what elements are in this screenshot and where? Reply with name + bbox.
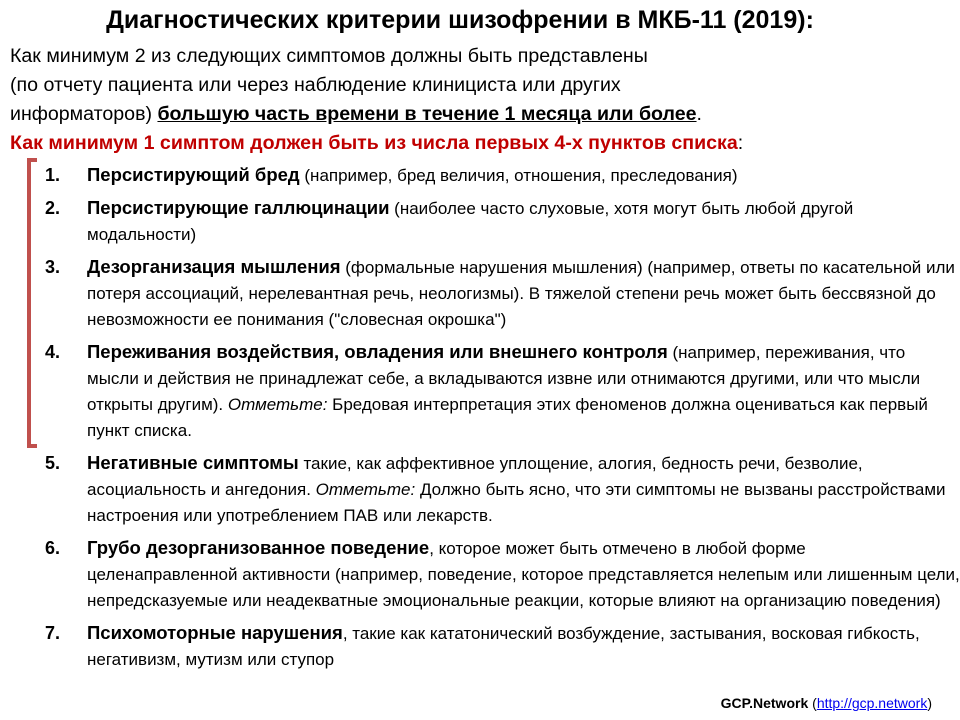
criterion-number: 7. bbox=[45, 623, 61, 643]
intro-line-3 bbox=[10, 100, 950, 129]
criterion-number: 6. bbox=[45, 538, 61, 558]
first-four-bracket bbox=[27, 158, 37, 448]
criterion-body bbox=[87, 162, 960, 189]
criterion-7 bbox=[45, 620, 960, 673]
criterion-heading: Негативные симптомы bbox=[87, 452, 299, 473]
criterion-heading: Дезорганизация мышления bbox=[87, 256, 341, 277]
criterion-text: (например, переживания, что мысли и действия не принадлежат себе, а вкладываются извне или отнимаются другими, или что мысли открыты другим). bbox=[87, 343, 921, 414]
criterion-3 bbox=[45, 254, 960, 333]
criterion-body bbox=[87, 195, 960, 248]
criterion-note-text: Должно быть ясно, что эти симптомы не вызваны расстройствами настроения или употреблением ПАВ или лекарств. bbox=[87, 480, 946, 525]
criterion-heading: Персистирующий бред bbox=[87, 164, 300, 185]
criterion-note-label: Отметьте: bbox=[227, 395, 328, 414]
criterion-body bbox=[87, 450, 960, 529]
criterion-text: (наиболее часто слуховые, хотя могут быть любой другой модальности) bbox=[87, 199, 854, 244]
criterion-heading: Персистирующие галлюцинации bbox=[87, 197, 390, 218]
criterion-text: такие, как аффективное уплощение, алогия, бедность речи, безволие, асоциальность и ангедония. bbox=[87, 454, 863, 499]
criteria-list bbox=[45, 162, 960, 673]
intro-paragraph bbox=[10, 42, 950, 158]
criterion-1 bbox=[45, 162, 960, 189]
criterion-note-text: Бредовая интерпретация этих феноменов должна оцениваться как первый пункт списка. bbox=[87, 395, 928, 440]
footer-close-paren: ) bbox=[927, 695, 932, 711]
intro-line-1: Как минимум 2 из следующих симптомов должны быть представлены bbox=[10, 45, 648, 67]
criterion-5 bbox=[45, 450, 960, 529]
page-title: Диагностических критерии шизофрении в МКБ-11 (2019): bbox=[106, 6, 814, 34]
criterion-heading: Грубо дезорганизованное поведение bbox=[87, 537, 430, 558]
criterion-number: 2. bbox=[45, 198, 61, 218]
criterion-heading: Переживания воздействия, овладения или внешнего контроля bbox=[87, 341, 668, 362]
criterion-2 bbox=[45, 195, 960, 248]
criterion-body bbox=[87, 339, 960, 444]
footer-open-paren: ( bbox=[808, 695, 817, 711]
criterion-text: , которое может быть отмечено в любой форме целенаправленной активности (например, поведение, которое представляется нелепым или лишенным цели, непредсказуемые или неадекватные эмоциональные реакции, которые влияют на организацию поведения) bbox=[87, 539, 960, 610]
intro-line-2: (по отчету пациента или через наблюдение клинициста или других bbox=[10, 74, 621, 96]
footer-link[interactable]: http://gcp.network bbox=[816, 695, 928, 711]
criterion-text: (например, бред величия, отношения, преследования) bbox=[299, 166, 738, 185]
criterion-body bbox=[87, 254, 960, 333]
criterion-number: 5. bbox=[45, 453, 61, 473]
criterion-body bbox=[87, 535, 960, 614]
criterion-note-label: Отметьте: bbox=[315, 480, 416, 499]
red-rule bbox=[10, 129, 950, 158]
red-rule-text: Как минимум 1 симптом должен быть из числа первых 4-х пунктов списка bbox=[10, 132, 738, 154]
criterion-heading: Психомоторные нарушения bbox=[87, 622, 343, 643]
intro-line-3-start: информаторов) bbox=[10, 103, 158, 125]
footer-brand: GCP.Network bbox=[720, 695, 809, 711]
intro-line-3-end: . bbox=[696, 103, 702, 125]
red-rule-colon: : bbox=[737, 132, 744, 154]
duration-requirement: большую часть времени в течение 1 месяца или более bbox=[157, 103, 697, 125]
criterion-6 bbox=[45, 535, 960, 614]
criterion-4 bbox=[45, 339, 960, 444]
criterion-body bbox=[87, 620, 960, 673]
criterion-number: 3. bbox=[45, 257, 61, 277]
criterion-number: 4. bbox=[45, 342, 61, 362]
criterion-text: , такие как кататонический возбуждение, застывания, восковая гибкость, негативизм, мутизм или ступор bbox=[87, 624, 920, 669]
criterion-text: (формальные нарушения мышления) (например, ответы по касательной или потеря ассоциаций, нерелевантная речь, неологизмы). В тяжелой степени речь может быть бессвязной до невозможности ее понимания ("словесная окрошка") bbox=[87, 258, 955, 329]
criterion-number: 1. bbox=[45, 165, 61, 185]
footer-credit bbox=[721, 693, 932, 713]
